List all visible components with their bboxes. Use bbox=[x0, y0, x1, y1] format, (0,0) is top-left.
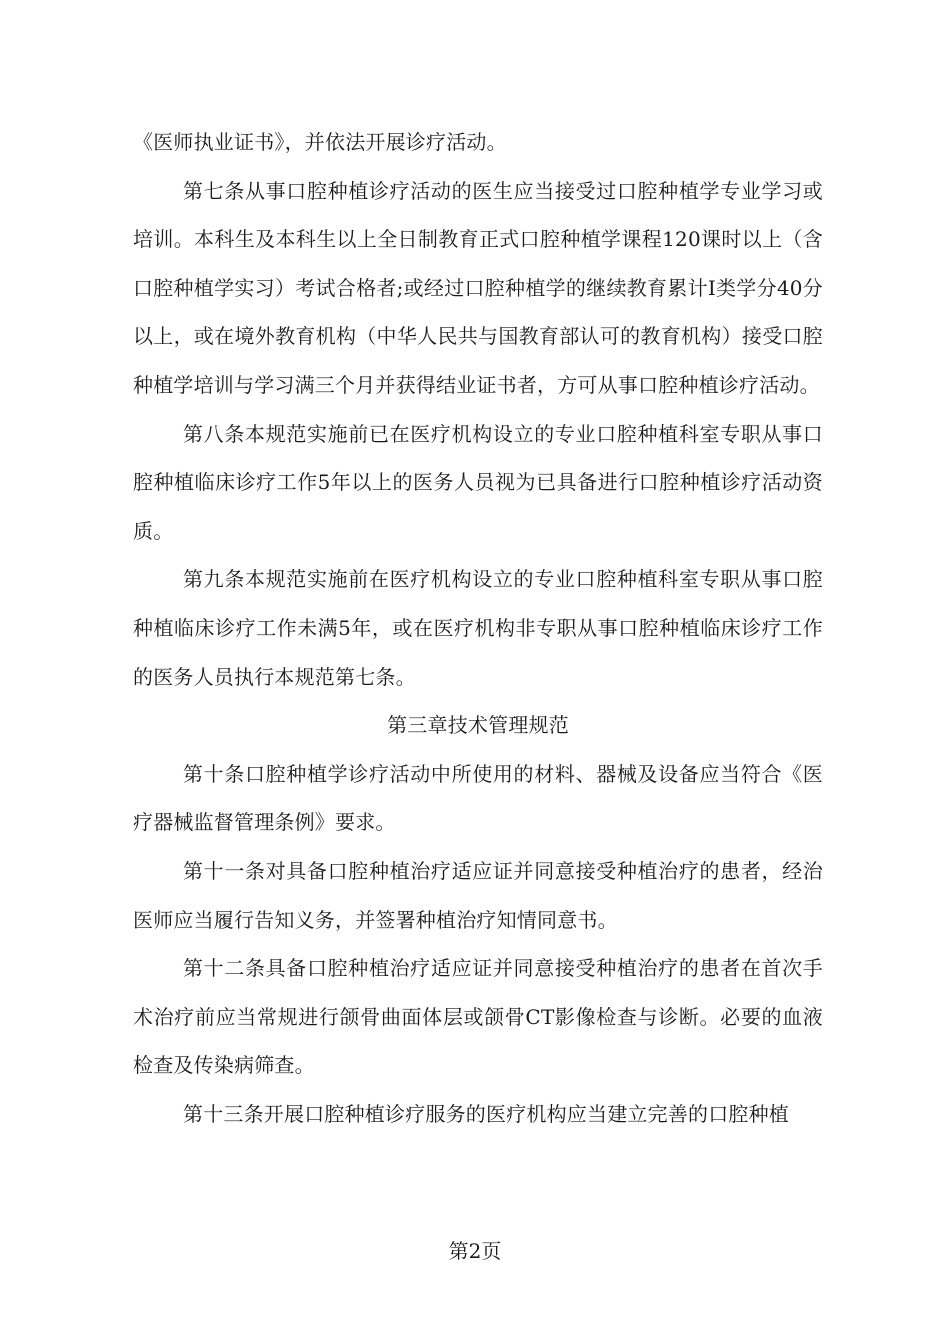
article-7-paragraph: 第七条从事口腔种植诊疗活动的医生应当接受过口腔种植学专业学习或培训。本科生及本科生以上全日制教育正式口腔种植学课程120课时以上（含口腔种植学实习）考试合格者;或经过口腔种植学的继续教育累计I类学分40分以上，或在境外教育机构（中华人民共与国教育部认可的教育机构）接受口腔种植学培训与学习满三个月并获得结业证书者，方可从事口腔种植诊疗活动。 bbox=[133, 178, 823, 397]
article-10-paragraph: 第十条口腔种植学诊疗活动中所使用的材料、器械及设备应当符合《医疗器械监督管理条例》要求。 bbox=[133, 761, 823, 835]
article-11-paragraph: 第十一条对具备口腔种植治疗适应证并同意接受种植治疗的患者，经治医师应当履行告知义务，并签署种植治疗知情同意书。 bbox=[133, 858, 823, 932]
body-text bbox=[133, 118, 823, 1138]
chapter-heading: 第三章技术管理规范 bbox=[387, 713, 569, 738]
article-12-paragraph: 第十二条具备口腔种植治疗适应证并同意接受种植治疗的患者在首次手术治疗前应当常规进行颌骨曲面体层或颌骨CT影像检查与诊断。必要的血液检查及传染病筛查。 bbox=[133, 956, 823, 1078]
article-9-paragraph: 第九条本规范实施前在医疗机构设立的专业口腔种植科室专职从事口腔种植临床诊疗工作未满5年，或在医疗机构非专职从事口腔种植临床诊疗工作的医务人员执行本规范第七条。 bbox=[133, 567, 823, 689]
article-13-paragraph: 第十三条开展口腔种植诊疗服务的医疗机构应当建立完善的口腔种植 bbox=[183, 1101, 789, 1126]
article-8-paragraph: 第八条本规范实施前已在医疗机构设立的专业口腔种植科室专职从事口腔种植临床诊疗工作5年以上的医务人员视为已具备进行口腔种植诊疗活动资质。 bbox=[133, 421, 823, 543]
paragraph-continuation: 《医师执业证书》，并依法开展诊疗活动。 bbox=[133, 130, 507, 154]
page-number: 第2页 bbox=[448, 1239, 502, 1263]
